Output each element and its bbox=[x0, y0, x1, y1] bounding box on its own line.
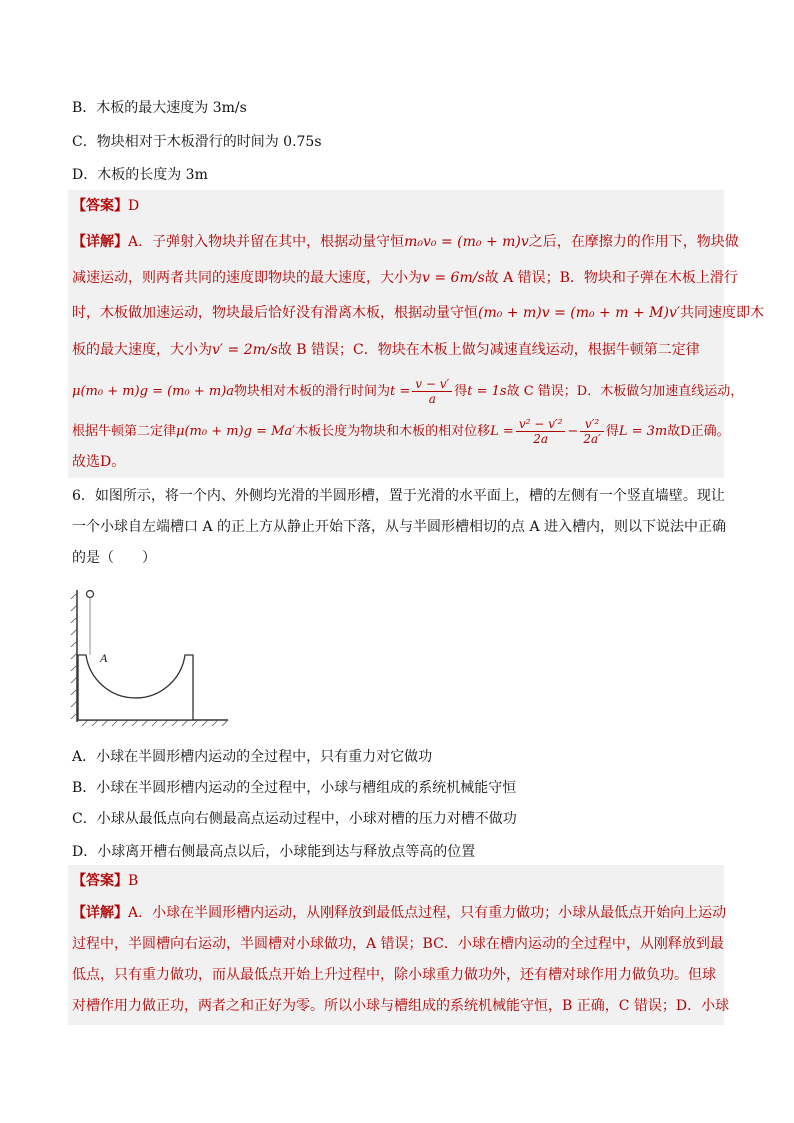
fraction bbox=[580, 417, 604, 446]
detail-text: 物块相对木板的滑行时间为 bbox=[234, 384, 391, 399]
semicircle-trough bbox=[78, 655, 193, 720]
detail-text: A．子弹射入物块并留在其中，根据动量守恒 bbox=[128, 234, 405, 250]
q5-detail-line-5 bbox=[72, 377, 743, 406]
q6-stem-line-2: 一个小球自左端槽口 A 的正上方从静止开始下落，从与半圆形槽相切的点 A 进入槽内，则以下说法中正确 bbox=[72, 519, 727, 535]
fraction bbox=[516, 417, 566, 446]
detail-text: 减速运动，则两者共同的速度即物块的最大速度，大小为 bbox=[72, 270, 422, 286]
q5-detail-line-2 bbox=[72, 268, 738, 288]
detail-text: 共同速度即木 bbox=[680, 305, 765, 321]
q5-detail-line-4 bbox=[72, 340, 700, 360]
answer-tag: 【答案】 bbox=[72, 873, 128, 889]
formula: μ(m₀ + m)g = Ma′ bbox=[176, 424, 296, 439]
formula: v′ = 2m/s bbox=[212, 342, 278, 358]
ball-icon bbox=[87, 591, 94, 598]
detail-text: 得 bbox=[605, 424, 619, 439]
detail-text: 根据牛顿第二定律 bbox=[72, 424, 177, 439]
detail-text: 故 C 错误；D．木板做匀加速直线运动， bbox=[506, 384, 744, 399]
detail-text: 故 A 错误；B．物块和子弹在木板上滑行 bbox=[484, 270, 738, 286]
fraction-denominator: a bbox=[428, 392, 436, 406]
formula: L = 3m bbox=[618, 424, 668, 439]
q6-option-d: D．小球离开槽右侧最高点以后，小球能到达与释放点等高的位置 bbox=[72, 844, 476, 860]
fraction-denominator: 2a′ bbox=[583, 432, 601, 446]
formula: v = 6m/s bbox=[422, 270, 485, 286]
detail-text: 故D正确。 bbox=[667, 424, 730, 439]
formula: t = 1s bbox=[467, 384, 507, 399]
detail-text: 得 bbox=[454, 384, 468, 399]
answer-value: D bbox=[128, 198, 140, 214]
detail-tag: 【详解】 bbox=[72, 234, 128, 250]
point-a-label: A bbox=[100, 651, 108, 665]
ground-hatching bbox=[82, 720, 228, 726]
detail-text: 时，木板做加速运动，物块最后恰好没有滑离木板，根据动量守恒 bbox=[72, 305, 478, 321]
wall-hatching bbox=[71, 593, 77, 719]
fraction-numerator: v² − v′² bbox=[516, 417, 566, 432]
q6-option-a: A．小球在半圆形槽内运动的全过程中，只有重力对它做功 bbox=[72, 749, 433, 765]
option-b-prev: B．木板的最大速度为 3m/s bbox=[72, 100, 247, 116]
answer-tag: 【答案】 bbox=[72, 198, 128, 214]
formula: μ(m₀ + m)g = (m₀ + m)a bbox=[72, 384, 235, 399]
option-d-prev: D．木板的长度为 3m bbox=[72, 167, 208, 183]
detail-text: 木板长度为物块和木板的相对位移 bbox=[295, 424, 491, 439]
q6-stem-line-1: 6．如图所示，将一个内、外侧均光滑的半圆形槽，置于光滑的水平面上，槽的左侧有一个竖直墙壁。现让 bbox=[72, 488, 725, 504]
q6-detail-line-2: 过程中，半圆槽向右运动，半圆槽对小球做功，A 错误；BC．小球在槽内运动的全过程中，从刚释放到最 bbox=[72, 936, 724, 952]
q6-option-c: C．小球从最低点向右侧最高点运动过程中，小球对槽的压力对槽不做功 bbox=[72, 811, 517, 827]
formula: (m₀ + m)v = (m₀ + m + M)v′ bbox=[478, 305, 681, 321]
detail-text: 故 B 错误；C．物块在木板上做匀减速直线运动，根据牛顿第二定律 bbox=[277, 342, 700, 358]
detail-text: 板的最大速度，大小为 bbox=[72, 342, 212, 358]
q6-detail-line-1 bbox=[72, 903, 726, 923]
q5-answer-line bbox=[72, 196, 139, 216]
q5-detail-line-1 bbox=[72, 232, 739, 252]
formula: t = bbox=[390, 384, 411, 399]
answer-value: B bbox=[128, 873, 139, 889]
q5-detail-line-3 bbox=[72, 303, 764, 323]
option-c-prev: C．物块相对于木板滑行的时间为 0.75s bbox=[72, 134, 322, 150]
q6-detail-line-4: 对槽作用力做正功，两者之和正好为零。所以小球与槽组成的系统机械能守恒，B 正确，C 错误；D．小球 bbox=[72, 998, 730, 1014]
fraction-denominator: 2a bbox=[533, 432, 548, 446]
detail-text: A．小球在半圆形槽内运动，从刚释放到最低点过程，只有重力做功；小球从最低点开始向上运动 bbox=[128, 905, 727, 921]
formula: m₀v₀ = (m₀ + m)v bbox=[404, 234, 529, 250]
detail-text: 之后，在摩擦力的作用下，物块做 bbox=[528, 234, 739, 250]
q6-option-b: B．小球在半圆形槽内运动的全过程中，小球与槽组成的系统机械能守恒 bbox=[72, 780, 517, 796]
detail-tag: 【详解】 bbox=[72, 905, 128, 921]
formula: L = bbox=[490, 424, 514, 439]
q5-detail-line-7: 故选D。 bbox=[72, 454, 126, 470]
semicircle-trough-figure bbox=[68, 585, 238, 730]
minus-sign: − bbox=[567, 424, 579, 439]
fraction-numerator: v − v′ bbox=[412, 377, 452, 392]
fraction bbox=[412, 377, 452, 406]
fraction-numerator: v′² bbox=[580, 417, 604, 432]
q5-detail-line-6 bbox=[72, 417, 730, 446]
q6-answer-line bbox=[72, 871, 138, 891]
q6-detail-line-3: 低点，只有重力做功，而从最低点开始上升过程中，除小球重力做功外，还有槽对球作用力做负功。但球 bbox=[72, 967, 716, 983]
q6-stem-line-3: 的是（ ） bbox=[72, 550, 156, 566]
